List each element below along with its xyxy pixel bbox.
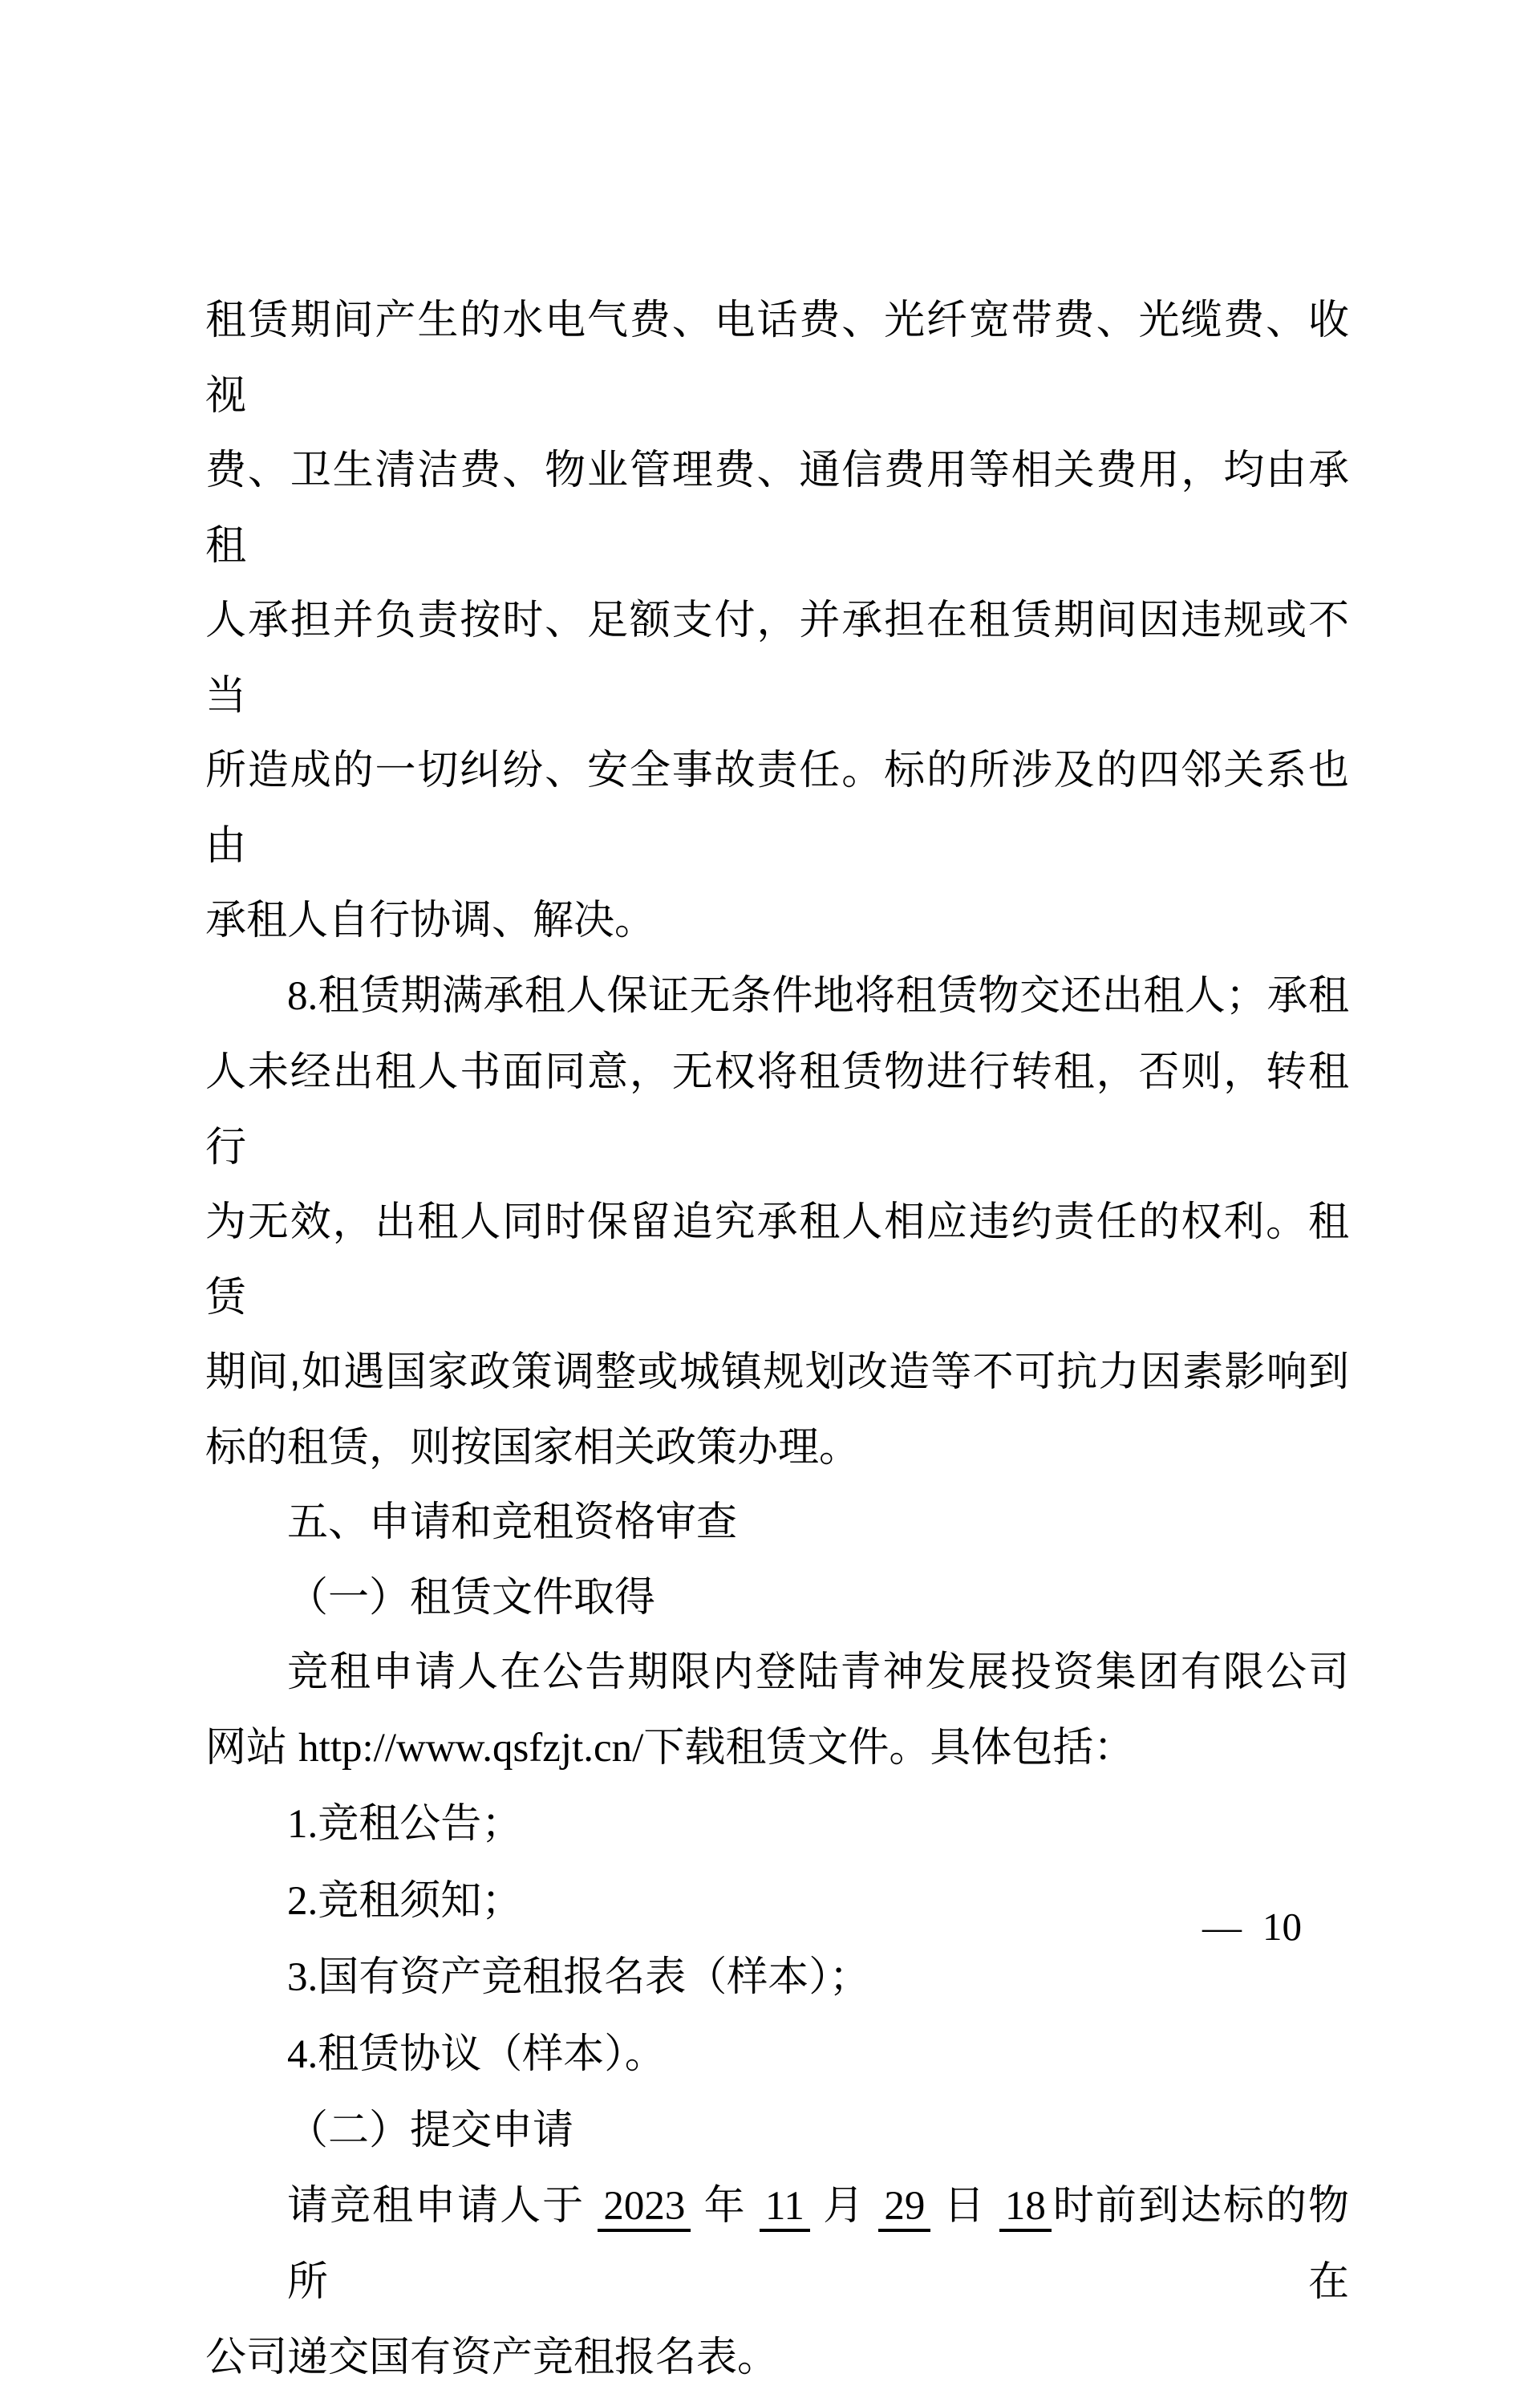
subsection-heading: （一）租赁文件取得 [205, 1560, 1349, 1635]
page-footer [1202, 1905, 1302, 1950]
subsection-heading: （二）提交申请 [205, 2092, 1349, 2168]
text-line [205, 958, 1349, 1035]
page-number: 10 [1262, 1905, 1302, 1949]
website-label: 网站 [205, 1724, 298, 1770]
deadline-prefix: 请竞租申请人于 [287, 2182, 585, 2228]
list-item [205, 1786, 1349, 1863]
website-url: http://www.qsfzjt.cn/ [298, 1726, 643, 1771]
list-item [205, 1863, 1349, 1940]
clause-text: 租赁期满承租人保证无条件地将租赁物交还出租人；承租 [318, 972, 1349, 1018]
list-item-text: 租赁协议（样本）。 [318, 2031, 666, 2076]
text-line: 承租人自行协调、解决。 [205, 883, 1349, 958]
document-body [205, 282, 1349, 2394]
text-line [205, 1710, 1349, 1787]
deadline-year-unit: 年 [704, 2182, 747, 2228]
list-item-number: 1. [287, 1802, 318, 1847]
list-item-number: 4. [287, 2032, 318, 2077]
section-heading: 五、申请和竞租资格审查 [205, 1484, 1349, 1560]
page-number-dash: — [1202, 1905, 1242, 1949]
deadline-suffix: 时前到达标的物所在 [287, 2182, 1349, 2305]
deadline-month: 11 [760, 2184, 810, 2232]
deadline-month-unit: 月 [823, 2182, 865, 2228]
text-line: 人承担并负责按时、足额支付，并承担在租赁期间因违规或不当 [205, 582, 1349, 732]
text-line: 租赁期间产生的水电气费、电话费、光纤宽带费、光缆费、收视 [205, 282, 1349, 432]
deadline-day: 29 [878, 2184, 930, 2232]
text-line: 费、卫生清洁费、物业管理费、通信费用等相关费用，均由承租 [205, 432, 1349, 582]
website-tail: 下载租赁文件。具体包括： [643, 1724, 1134, 1770]
list-item-text: 国有资产竞租报名表（样本）； [318, 1954, 870, 1999]
text-line: 公司递交国有资产竞租报名表。 [205, 2319, 1349, 2394]
text-line: 所造成的一切纠纷、安全事故责任。标的所涉及的四邻关系也由 [205, 732, 1349, 883]
text-line: 竞租申请人在公告期限内登陆青神发展投资集团有限公司 [205, 1634, 1349, 1710]
list-item-text: 竞租须知； [318, 1877, 522, 1923]
list-item [205, 1939, 1349, 2016]
text-line [205, 2168, 1349, 2319]
list-item-number: 3. [287, 1955, 318, 2000]
clause-number: 8. [287, 974, 318, 1019]
text-line: 为无效，出租人同时保留追究承租人相应违约责任的权利。租赁 [205, 1184, 1349, 1334]
list-item-text: 竞租公告； [318, 1800, 522, 1846]
deadline-hour: 18 [999, 2184, 1052, 2232]
deadline-day-unit: 日 [944, 2182, 987, 2228]
text-line: 人未经出租人书面同意，无权将租赁物进行转租，否则，转租行 [205, 1034, 1349, 1184]
text-line: 标的租赁，则按国家相关政策办理。 [205, 1410, 1349, 1485]
deadline-year: 2023 [598, 2184, 691, 2232]
text-line: 期间,如遇国家政策调整或城镇规划改造等不可抗力因素影响到 [205, 1334, 1349, 1410]
list-item [205, 2016, 1349, 2093]
list-item-number: 2. [287, 1879, 318, 1924]
